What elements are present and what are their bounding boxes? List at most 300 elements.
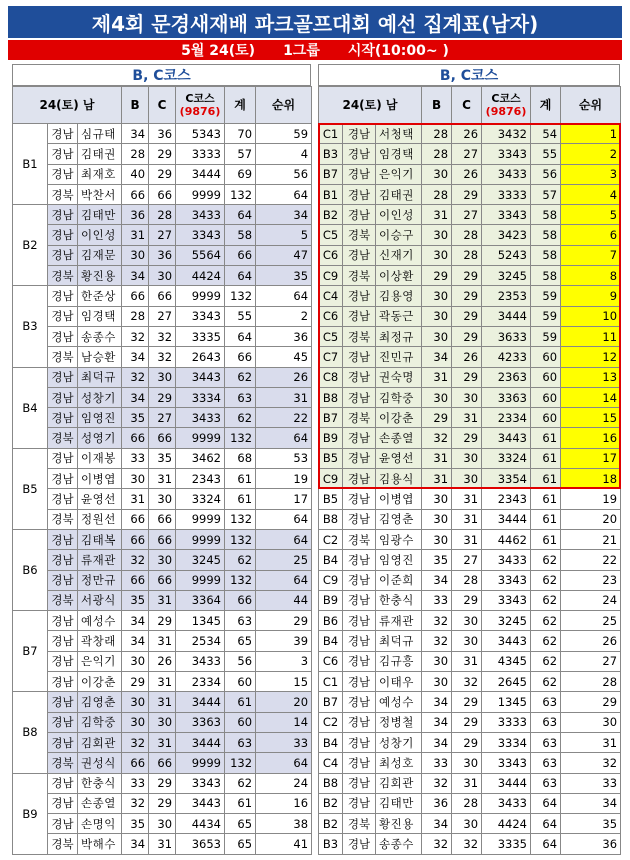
cell-total: 64: [225, 326, 256, 346]
table-row: [13, 326, 312, 346]
group-label: B8: [13, 692, 48, 773]
cell-region: 경남: [343, 570, 376, 590]
cell-player-name: 정병철: [376, 712, 422, 732]
cell-c-score: 32: [149, 326, 176, 346]
cell-group: B2: [319, 793, 343, 813]
cell-c-course-holes: 5243: [482, 245, 531, 265]
cell-total: 65: [225, 814, 256, 834]
cell-c-score: 29: [149, 164, 176, 184]
cell-c-course-holes: 3363: [482, 387, 531, 407]
cell-rank: 6: [561, 225, 621, 245]
left-header-b: B: [122, 87, 149, 124]
cell-rank: 31: [256, 387, 312, 407]
cell-player-name: 성창기: [78, 387, 122, 407]
cell-b-score: 31: [122, 225, 149, 245]
cell-rank: 16: [561, 428, 621, 448]
cell-b-score: 66: [122, 509, 149, 529]
subtitle-start: 시작(10:00~ ): [347, 43, 449, 59]
cell-c-course-holes: 3444: [482, 509, 531, 529]
table-row: [319, 124, 621, 144]
cell-player-name: 성영기: [78, 428, 122, 448]
cell-player-name: 손종열: [376, 428, 422, 448]
table-row: [319, 286, 621, 306]
cell-player-name: 이태우: [376, 672, 422, 692]
cell-c-course-holes: 2534: [176, 631, 225, 651]
cell-rank: 64: [256, 428, 312, 448]
cell-c-course-holes: 3245: [176, 550, 225, 570]
cell-rank: 3: [561, 164, 621, 184]
table-row: [13, 651, 312, 671]
cell-c-score: 31: [149, 590, 176, 610]
table-row: [319, 651, 621, 671]
cell-total: 70: [225, 124, 256, 144]
cell-region: 경남: [343, 367, 376, 387]
cell-c-course-holes: 3343: [482, 590, 531, 610]
table-row: [319, 428, 621, 448]
cell-player-name: 정만규: [78, 570, 122, 590]
cell-player-name: 손명익: [78, 814, 122, 834]
cell-total: 61: [531, 509, 561, 529]
cell-region: 경북: [48, 184, 78, 204]
cell-rank: 2: [256, 306, 312, 326]
cell-player-name: 이강춘: [78, 672, 122, 692]
cell-rank: 19: [561, 489, 621, 509]
cell-b-score: 34: [122, 631, 149, 651]
cell-group: B5: [319, 448, 343, 468]
cell-region: 경북: [48, 834, 78, 854]
cell-c-score: 30: [452, 387, 482, 407]
cell-rank: 15: [256, 672, 312, 692]
cell-total: 62: [531, 590, 561, 610]
subtitle-group: 1그룹: [283, 43, 320, 59]
cell-total: 56: [225, 651, 256, 671]
cell-rank: 35: [561, 814, 621, 834]
cell-c-score: 29: [452, 306, 482, 326]
cell-c-course-holes: 4424: [176, 266, 225, 286]
cell-c-course-holes: 4345: [482, 651, 531, 671]
cell-c-score: 30: [149, 367, 176, 387]
cell-c-score: 29: [452, 428, 482, 448]
cell-b-score: 66: [122, 753, 149, 773]
cell-b-score: 35: [422, 550, 452, 570]
cell-c-score: 29: [452, 367, 482, 387]
cell-c-course-holes: 9999: [176, 753, 225, 773]
cell-total: 63: [531, 712, 561, 732]
group-label: B3: [13, 286, 48, 367]
cell-c-course-holes: 3363: [176, 712, 225, 732]
cell-b-score: 28: [422, 184, 452, 204]
cell-group: B7: [319, 408, 343, 428]
table-row: [319, 326, 621, 346]
cell-player-name: 서청택: [376, 124, 422, 144]
cell-total: 64: [531, 793, 561, 813]
left-header-rank: 순위: [256, 87, 312, 124]
cell-c-score: 29: [149, 144, 176, 164]
cell-player-name: 김회관: [376, 773, 422, 793]
cell-b-score: 35: [122, 408, 149, 428]
table-row: [319, 367, 621, 387]
cell-b-score: 34: [122, 834, 149, 854]
table-row: [13, 672, 312, 692]
cell-c-score: 27: [149, 306, 176, 326]
cell-b-score: 66: [122, 570, 149, 590]
left-header-ccourse: [176, 87, 225, 124]
cell-total: 55: [225, 306, 256, 326]
cell-c-course-holes: 3443: [176, 793, 225, 813]
cell-c-course-holes: 5343: [176, 124, 225, 144]
cell-c-score: 30: [452, 814, 482, 834]
cell-b-score: 29: [422, 266, 452, 286]
cell-total: 59: [531, 326, 561, 346]
cell-region: 경남: [343, 144, 376, 164]
cell-region: 경남: [343, 245, 376, 265]
cell-total: 58: [531, 205, 561, 225]
cell-c-score: 66: [149, 753, 176, 773]
cell-region: 경남: [48, 712, 78, 732]
cell-c-score: 32: [452, 834, 482, 854]
cell-c-score: 31: [149, 631, 176, 651]
cell-c-course-holes: 9999: [176, 286, 225, 306]
cell-region: 경북: [48, 753, 78, 773]
cell-total: 62: [531, 631, 561, 651]
cell-region: 경남: [343, 489, 376, 509]
cell-player-name: 이인성: [78, 225, 122, 245]
table-row: [319, 509, 621, 529]
cell-c-score: 29: [452, 184, 482, 204]
cell-c-course-holes: 3334: [176, 387, 225, 407]
cell-c-score: 28: [149, 205, 176, 225]
cell-b-score: 32: [422, 611, 452, 631]
cell-rank: 5: [256, 225, 312, 245]
cell-c-course-holes: 3343: [482, 570, 531, 590]
cell-region: 경북: [343, 529, 376, 549]
cell-region: 경남: [48, 144, 78, 164]
cell-c-score: 27: [149, 225, 176, 245]
cell-player-name: 권성식: [78, 753, 122, 773]
table-row: [13, 570, 312, 590]
cell-region: 경남: [343, 550, 376, 570]
cell-player-name: 이병엽: [376, 489, 422, 509]
cell-c-score: 66: [149, 184, 176, 204]
cell-total: 58: [531, 225, 561, 245]
left-header-ccourse-label: C코스: [185, 92, 215, 105]
cell-region: 경남: [48, 570, 78, 590]
cell-player-name: 박찬서: [78, 184, 122, 204]
cell-region: 경남: [343, 611, 376, 631]
subtitle-bar: [8, 40, 622, 60]
cell-c-course-holes: 3423: [482, 225, 531, 245]
cell-b-score: 30: [122, 712, 149, 732]
cell-c-score: 31: [149, 692, 176, 712]
cell-c-course-holes: 3443: [482, 631, 531, 651]
cell-player-name: 김학중: [78, 712, 122, 732]
cell-player-name: 최덕규: [78, 367, 122, 387]
table-row: [319, 692, 621, 712]
table-row: [13, 144, 312, 164]
cell-region: 경남: [343, 205, 376, 225]
cell-region: 경남: [48, 225, 78, 245]
cell-rank: 16: [256, 793, 312, 813]
table-row: [13, 712, 312, 732]
cell-c-score: 27: [452, 550, 482, 570]
cell-region: 경남: [343, 753, 376, 773]
table-row: [319, 225, 621, 245]
cell-rank: 38: [256, 814, 312, 834]
cell-c-course-holes: 3364: [176, 590, 225, 610]
cell-player-name: 곽동근: [376, 306, 422, 326]
right-header-rank: 순위: [561, 87, 621, 124]
cell-total: 56: [531, 164, 561, 184]
table-row: [13, 590, 312, 610]
cell-c-score: 29: [452, 326, 482, 346]
cell-rank: 8: [561, 266, 621, 286]
cell-player-name: 김태만: [78, 205, 122, 225]
cell-b-score: 33: [122, 448, 149, 468]
cell-rank: 31: [561, 732, 621, 752]
cell-region: 경남: [343, 306, 376, 326]
table-row: [13, 387, 312, 407]
cell-c-score: 29: [452, 266, 482, 286]
cell-c-score: 26: [149, 651, 176, 671]
cell-total: 62: [225, 550, 256, 570]
cell-player-name: 김태만: [376, 793, 422, 813]
table-row: [13, 753, 312, 773]
cell-rank: 17: [256, 489, 312, 509]
right-header-c: C: [452, 87, 482, 124]
cell-region: 경남: [48, 814, 78, 834]
cell-c-course-holes: 2353: [482, 286, 531, 306]
cell-c-score: 31: [452, 529, 482, 549]
cell-region: 경북: [343, 326, 376, 346]
table-row: [319, 205, 621, 225]
left-header-c: C: [149, 87, 176, 124]
cell-player-name: 송종수: [376, 834, 422, 854]
cell-c-course-holes: 9999: [176, 570, 225, 590]
cell-player-name: 은익기: [376, 164, 422, 184]
cell-rank: 64: [256, 286, 312, 306]
cell-c-score: 29: [452, 590, 482, 610]
table-row: [319, 672, 621, 692]
table-row: [13, 550, 312, 570]
cell-c-course-holes: 2343: [482, 489, 531, 509]
cell-c-score: 30: [452, 448, 482, 468]
table-row: [319, 732, 621, 752]
cell-total: 60: [531, 367, 561, 387]
cell-c-course-holes: 3324: [176, 489, 225, 509]
cell-total: 62: [531, 672, 561, 692]
cell-c-score: 31: [452, 509, 482, 529]
cell-region: 경남: [343, 428, 376, 448]
table-row: [319, 184, 621, 204]
cell-b-score: 34: [422, 814, 452, 834]
cell-b-score: 30: [422, 672, 452, 692]
cell-player-name: 김용영: [376, 286, 422, 306]
cell-rank: 4: [256, 144, 312, 164]
cell-region: 경남: [48, 205, 78, 225]
cell-player-name: 예성수: [376, 692, 422, 712]
cell-group: C5: [319, 225, 343, 245]
cell-group: C8: [319, 367, 343, 387]
table-row: [319, 347, 621, 367]
cell-c-course-holes: 3433: [482, 793, 531, 813]
cell-total: 60: [531, 408, 561, 428]
cell-b-score: 34: [122, 611, 149, 631]
cell-c-course-holes: 2643: [176, 347, 225, 367]
cell-rank: 7: [561, 245, 621, 265]
cell-b-score: 31: [422, 469, 452, 489]
cell-rank: 9: [561, 286, 621, 306]
cell-b-score: 31: [422, 367, 452, 387]
cell-b-score: 32: [422, 631, 452, 651]
cell-total: 61: [531, 428, 561, 448]
cell-b-score: 30: [422, 286, 452, 306]
cell-total: 132: [225, 286, 256, 306]
cell-c-course-holes: 9999: [176, 509, 225, 529]
cell-region: 경남: [48, 124, 78, 144]
cell-c-score: 30: [149, 266, 176, 286]
cell-rank: 26: [256, 367, 312, 387]
cell-player-name: 김영춘: [78, 692, 122, 712]
cell-rank: 5: [561, 205, 621, 225]
cell-region: 경남: [343, 732, 376, 752]
cell-region: 경남: [48, 387, 78, 407]
cell-b-score: 34: [122, 266, 149, 286]
cell-c-course-holes: 3462: [176, 448, 225, 468]
cell-total: 61: [225, 469, 256, 489]
cell-c-score: 31: [452, 408, 482, 428]
cell-rank: 23: [561, 570, 621, 590]
cell-b-score: 32: [122, 793, 149, 813]
cell-c-course-holes: 2343: [176, 469, 225, 489]
cell-b-score: 30: [422, 225, 452, 245]
cell-rank: 17: [561, 448, 621, 468]
right-header-b: B: [422, 87, 452, 124]
cell-b-score: 34: [422, 570, 452, 590]
cell-region: 경북: [343, 225, 376, 245]
cell-c-score: 36: [149, 245, 176, 265]
cell-player-name: 권숙명: [376, 367, 422, 387]
cell-rank: 36: [256, 326, 312, 346]
cell-b-score: 30: [422, 326, 452, 346]
cell-rank: 47: [256, 245, 312, 265]
cell-total: 63: [225, 732, 256, 752]
cell-player-name: 송종수: [78, 326, 122, 346]
cell-total: 65: [225, 834, 256, 854]
cell-region: 경남: [343, 672, 376, 692]
cell-group: B7: [319, 692, 343, 712]
cell-group: C6: [319, 245, 343, 265]
cell-c-score: 30: [149, 814, 176, 834]
table-row: [319, 266, 621, 286]
cell-c-course-holes: 3432: [482, 124, 531, 144]
cell-b-score: 30: [422, 387, 452, 407]
cell-total: 60: [531, 387, 561, 407]
cell-c-score: 32: [149, 347, 176, 367]
cell-b-score: 32: [122, 732, 149, 752]
table-row: [13, 489, 312, 509]
cell-region: 경남: [343, 793, 376, 813]
cell-rank: 10: [561, 306, 621, 326]
cell-total: 62: [531, 611, 561, 631]
cell-c-score: 27: [452, 144, 482, 164]
cell-c-course-holes: 3343: [176, 225, 225, 245]
cell-player-name: 손종열: [78, 793, 122, 813]
cell-c-score: 66: [149, 570, 176, 590]
cell-c-course-holes: 3444: [176, 164, 225, 184]
cell-c-course-holes: 9999: [176, 529, 225, 549]
cell-b-score: 28: [422, 144, 452, 164]
cell-total: 61: [531, 469, 561, 489]
cell-c-course-holes: 3343: [482, 205, 531, 225]
cell-b-score: 30: [422, 651, 452, 671]
cell-total: 57: [225, 144, 256, 164]
cell-rank: 33: [256, 732, 312, 752]
cell-region: 경남: [343, 712, 376, 732]
cell-c-score: 28: [452, 793, 482, 813]
cell-b-score: 34: [422, 347, 452, 367]
cell-group: C1: [319, 672, 343, 692]
cell-b-score: 33: [422, 753, 452, 773]
cell-c-score: 31: [452, 773, 482, 793]
right-panel: [318, 64, 620, 855]
cell-total: 62: [225, 773, 256, 793]
table-row: [319, 773, 621, 793]
table-row: [13, 509, 312, 529]
cell-c-score: 30: [149, 489, 176, 509]
group-label: B9: [13, 773, 48, 854]
cell-rank: 3: [256, 651, 312, 671]
cell-rank: 56: [256, 164, 312, 184]
cell-total: 66: [225, 245, 256, 265]
cell-c-score: 66: [149, 529, 176, 549]
cell-c-score: 31: [149, 469, 176, 489]
table-row: [13, 631, 312, 651]
cell-total: 58: [531, 266, 561, 286]
cell-c-score: 29: [452, 732, 482, 752]
cell-group: C4: [319, 753, 343, 773]
cell-b-score: 34: [122, 387, 149, 407]
table-row: [319, 814, 621, 834]
cell-region: 경남: [343, 448, 376, 468]
cell-player-name: 김태권: [78, 144, 122, 164]
cell-rank: 15: [561, 408, 621, 428]
group-label: B4: [13, 367, 48, 448]
cell-player-name: 정원선: [78, 509, 122, 529]
table-row: [319, 306, 621, 326]
cell-player-name: 황진용: [376, 814, 422, 834]
cell-group: B8: [319, 387, 343, 407]
cell-group: B3: [319, 144, 343, 164]
cell-player-name: 심규태: [78, 124, 122, 144]
cell-rank: 45: [256, 347, 312, 367]
cell-group: B2: [319, 814, 343, 834]
cell-region: 경남: [343, 387, 376, 407]
table-row: [13, 773, 312, 793]
cell-rank: 24: [256, 773, 312, 793]
group-label: B6: [13, 529, 48, 610]
cell-b-score: 31: [422, 448, 452, 468]
cell-player-name: 류재관: [78, 550, 122, 570]
cell-player-name: 한준상: [78, 286, 122, 306]
cell-total: 68: [225, 448, 256, 468]
table-row: [13, 611, 312, 631]
cell-region: 경남: [48, 245, 78, 265]
cell-region: 경남: [48, 164, 78, 184]
cell-b-score: 35: [122, 814, 149, 834]
cell-b-score: 28: [122, 306, 149, 326]
cell-player-name: 임영진: [78, 408, 122, 428]
table-row: [319, 550, 621, 570]
